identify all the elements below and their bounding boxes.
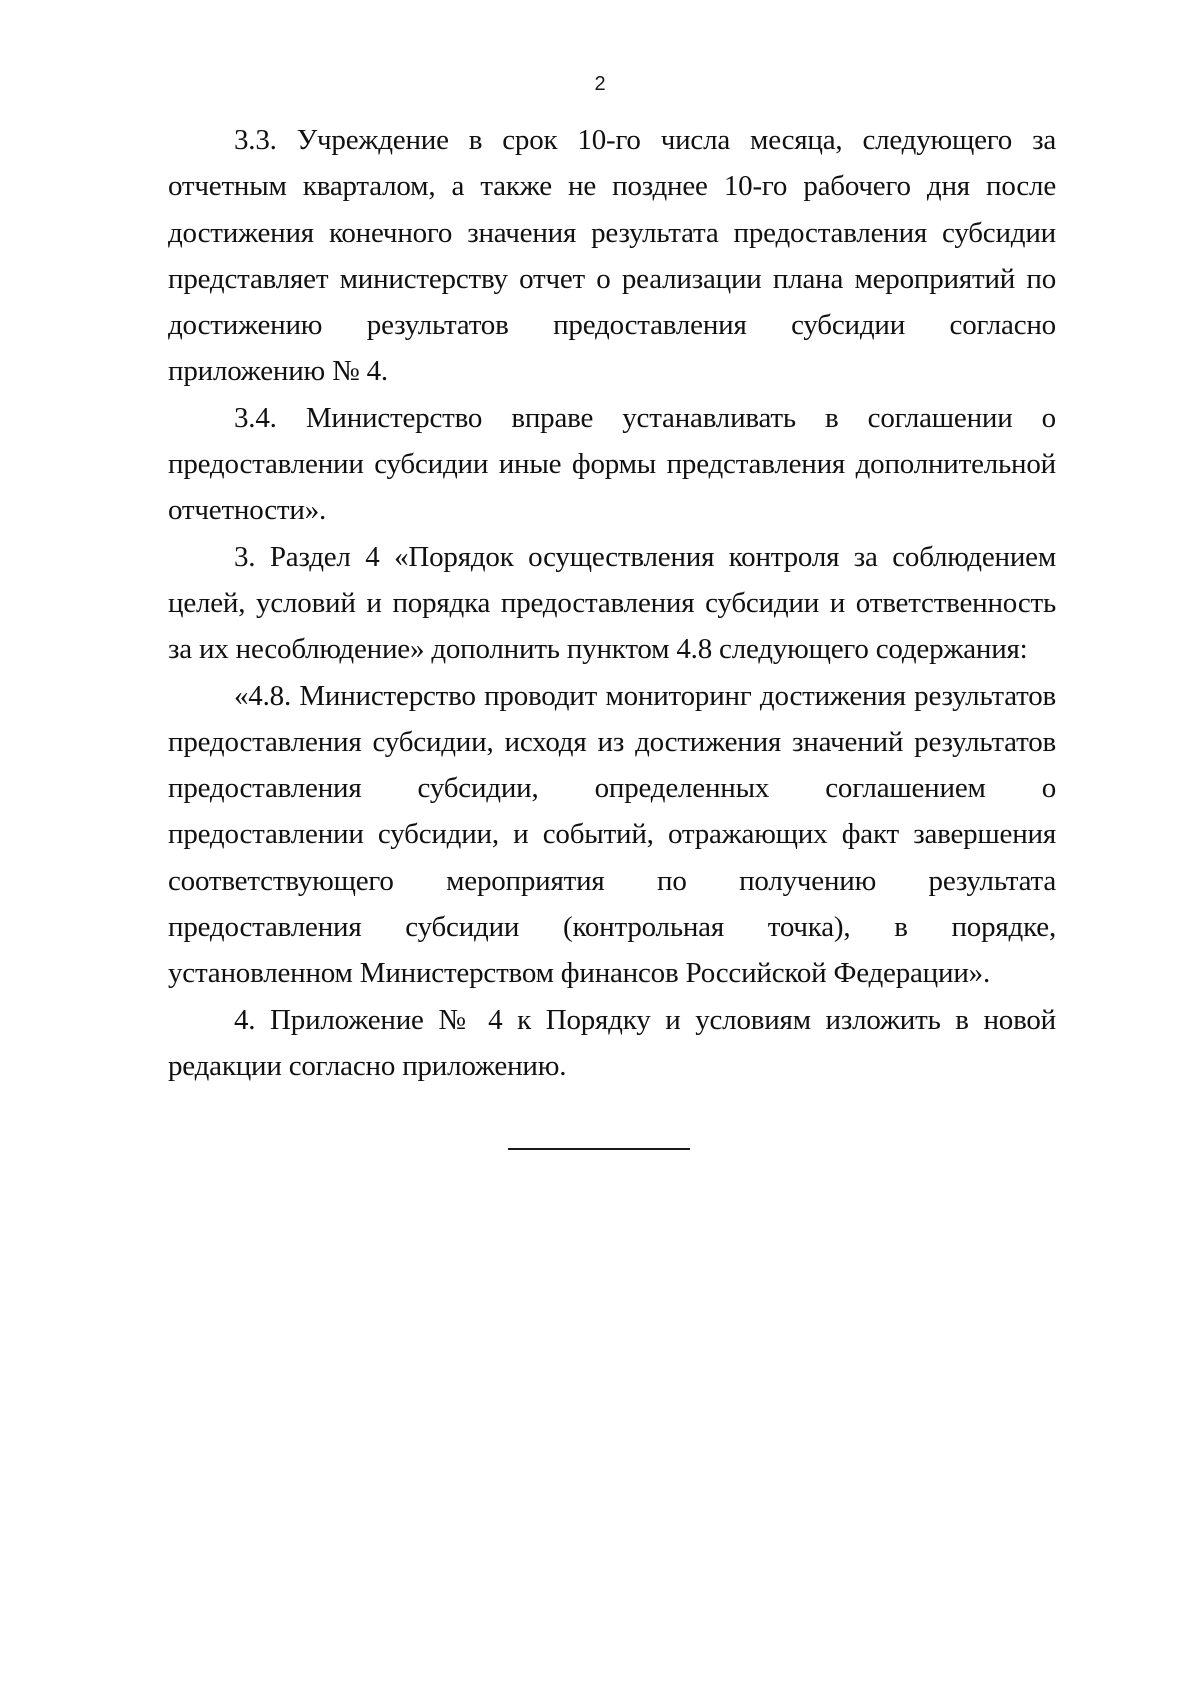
end-separator-line bbox=[508, 1148, 690, 1150]
paragraph-4-8: «4.8. Министерство проводит мониторинг достижения результатов предоставления субсидии, исходя из достижения значений результатов предоставления субсидии, определенных соглашением о предоставлении субсидии, и событий, отражающих факт завершения соответствующего мероприятия по получению результата предоставления субсидии (контрольная точка), в порядке, установленном Министерством финансов Российской Федерации». bbox=[168, 679, 1056, 990]
document-body bbox=[168, 117, 1056, 1089]
page-number: 2 bbox=[594, 73, 606, 95]
paragraph-appendix-4: 4. Приложение № 4 к Порядку и условиям изложить в новой редакции согласно приложению. bbox=[168, 1003, 1056, 1082]
paragraph-3-4: 3.4. Министерство вправе устанавливать в соглашении о предоставлении субсидии иные формы представления дополнительной отчетности». bbox=[168, 401, 1056, 527]
paragraph-3-3: 3.3. Учреждение в срок 10-го числа месяца, следующего за отчетным кварталом, а также не позднее 10-го рабочего дня после достижения конечного значения результата предоставления субсидии представляет министерству отчет о реализации плана мероприятий по достижению результатов предоставления субсидии согласно приложению № 4. bbox=[168, 124, 1056, 388]
paragraph-section-4-amendment: 3. Раздел 4 «Порядок осуществления контроля за соблюдением целей, условий и порядка предоставления субсидии и ответственность за их несоблюдение» дополнить пунктом 4.8 следующего содержания: bbox=[168, 540, 1056, 666]
